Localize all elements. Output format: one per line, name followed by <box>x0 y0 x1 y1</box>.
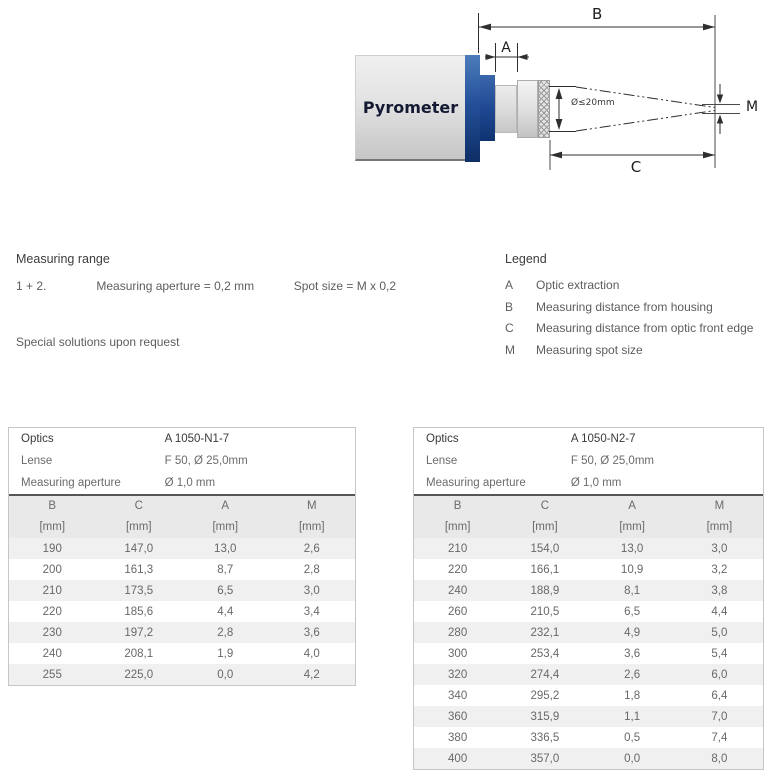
aperture-text: Measuring aperture = 0,2 mm <box>96 279 255 293</box>
cell-c: 147,0 <box>124 542 154 555</box>
col-m: M <box>676 495 763 516</box>
measuring-range-title: Measuring range <box>16 252 110 266</box>
legend-text: Measuring distance from optic front edge <box>536 321 754 335</box>
cell-a: 0,0 <box>624 752 641 765</box>
unit-a: [mm] <box>589 516 676 538</box>
cell-a: 8,1 <box>624 584 641 597</box>
cell-a: 6,5 <box>624 605 641 618</box>
legend-item <box>505 275 775 297</box>
lense-info-row <box>9 450 355 472</box>
measuring-range-row <box>16 279 486 293</box>
info-value: A 1050-N2-7 <box>570 433 636 445</box>
cell-c: 208,1 <box>124 647 154 660</box>
table-row <box>414 559 763 580</box>
dimension-lines <box>330 0 779 200</box>
legend-key: A <box>505 278 514 292</box>
cell-m: 2,6 <box>303 542 320 555</box>
info-value: Ø 1,0 mm <box>164 477 216 489</box>
cell-m: 4,4 <box>711 605 728 618</box>
info-label: Measuring aperture <box>426 477 526 489</box>
unit-m: [mm] <box>676 516 763 538</box>
cell-m: 3,2 <box>711 563 728 576</box>
cell-m: 7,4 <box>711 731 728 744</box>
info-label: Measuring aperture <box>21 477 121 489</box>
lens-diameter-label: Ø≤20mm <box>571 98 615 108</box>
cell-m: 3,8 <box>711 584 728 597</box>
aperture-info-row <box>414 472 763 494</box>
unit-c: [mm] <box>501 516 588 538</box>
cell-c: 161,3 <box>124 563 154 576</box>
col-b: B <box>414 495 501 516</box>
table-row <box>414 643 763 664</box>
col-c: C <box>501 495 588 516</box>
dim-c-label: C <box>630 158 642 176</box>
table-row <box>414 622 763 643</box>
info-label: Optics <box>21 433 54 445</box>
legend-title: Legend <box>505 252 547 266</box>
cell-c: 336,5 <box>530 731 560 744</box>
cell-c: 197,2 <box>124 626 154 639</box>
pyrometer-optics-diagram <box>330 0 779 200</box>
cell-b: 200 <box>42 563 62 576</box>
dim-b-label: B <box>592 5 603 23</box>
legend-text: Optic extraction <box>536 278 620 292</box>
unit-b: [mm] <box>414 516 501 538</box>
cell-c: 166,1 <box>530 563 560 576</box>
cell-m: 6,0 <box>711 668 728 681</box>
legend-key: M <box>505 342 515 357</box>
cell-b: 380 <box>448 731 468 744</box>
cell-c: 210,5 <box>530 605 560 618</box>
cell-b: 210 <box>42 584 62 597</box>
cell-m: 4,2 <box>303 668 320 681</box>
unit-b: [mm] <box>9 516 96 538</box>
legend-list <box>505 275 775 361</box>
optics-info-row <box>9 428 355 450</box>
cell-b: 230 <box>42 626 62 639</box>
optics-data-grid <box>9 494 355 685</box>
cell-a: 2,8 <box>217 626 234 639</box>
unit-m: [mm] <box>269 516 356 538</box>
cell-a: 2,6 <box>624 668 641 681</box>
cell-a: 0,0 <box>217 668 234 681</box>
info-value: A 1050-N1-7 <box>164 433 230 445</box>
table-row <box>414 580 763 601</box>
cell-m: 7,0 <box>711 710 728 723</box>
units-header-row <box>9 516 355 538</box>
cell-c: 295,2 <box>530 689 560 702</box>
legend-text: Measuring distance from housing <box>536 299 713 314</box>
cell-a: 1,8 <box>624 689 641 702</box>
cell-b: 240 <box>42 647 62 660</box>
table-row <box>9 601 355 622</box>
cell-a: 13,0 <box>620 542 644 555</box>
table-row <box>414 664 763 685</box>
column-header-row <box>414 495 763 516</box>
lense-info-row <box>414 450 763 472</box>
table-row <box>414 685 763 706</box>
cell-c: 357,0 <box>530 752 560 765</box>
table-row <box>414 706 763 727</box>
units-header-row <box>414 516 763 538</box>
col-a: A <box>589 495 676 516</box>
cell-b: 280 <box>448 626 468 639</box>
cell-a: 6,5 <box>217 584 234 597</box>
cell-m: 5,4 <box>711 647 728 660</box>
cell-m: 2,8 <box>303 563 320 576</box>
cell-b: 400 <box>448 752 468 765</box>
cell-c: 225,0 <box>124 668 154 681</box>
legend-item <box>505 297 775 319</box>
optics-table-n2 <box>413 427 764 770</box>
pyrometer-label: Pyrometer <box>362 98 459 117</box>
col-a: A <box>182 495 269 516</box>
cell-b: 210 <box>448 542 468 555</box>
cell-m: 3,6 <box>303 626 320 639</box>
table-row <box>9 622 355 643</box>
cell-b: 340 <box>448 689 468 702</box>
legend-item <box>505 318 775 340</box>
cell-c: 185,6 <box>124 605 154 618</box>
cell-m: 3,0 <box>711 542 728 555</box>
table-row <box>9 559 355 580</box>
table-row <box>9 664 355 685</box>
cell-b: 190 <box>42 542 62 555</box>
cell-a: 0,5 <box>624 731 641 744</box>
cell-a: 4,9 <box>624 626 641 639</box>
cell-b: 300 <box>448 647 468 660</box>
cell-a: 1,9 <box>217 647 234 660</box>
cell-b: 360 <box>448 710 468 723</box>
legend-section <box>505 252 775 361</box>
cell-a: 10,9 <box>620 563 644 576</box>
cell-c: 253,4 <box>530 647 560 660</box>
table-row <box>414 538 763 559</box>
measuring-range-section <box>16 252 486 349</box>
cell-c: 274,4 <box>530 668 560 681</box>
cell-b: 260 <box>448 605 468 618</box>
cell-m: 5,0 <box>711 626 728 639</box>
cell-c: 188,9 <box>530 584 560 597</box>
col-c: C <box>96 495 183 516</box>
aperture-info-row <box>9 472 355 494</box>
cell-c: 232,1 <box>530 626 560 639</box>
col-b: B <box>9 495 96 516</box>
cell-c: 315,9 <box>530 710 560 723</box>
range-number: 1 + 2. <box>16 279 47 293</box>
column-header-row <box>9 495 355 516</box>
cell-b: 320 <box>448 668 468 681</box>
cell-b: 220 <box>42 605 62 618</box>
table-row <box>414 748 763 769</box>
unit-c: [mm] <box>96 516 183 538</box>
info-value: Ø 1,0 mm <box>570 477 622 489</box>
cell-a: 4,4 <box>217 605 234 618</box>
optics-table-n1 <box>8 427 356 686</box>
table-row <box>9 643 355 664</box>
cell-c: 173,5 <box>124 584 154 597</box>
legend-text: Measuring spot size <box>536 342 643 357</box>
cell-m: 3,4 <box>303 605 320 618</box>
cell-b: 255 <box>42 668 62 681</box>
cell-b: 220 <box>448 563 468 576</box>
cell-m: 4,0 <box>303 647 320 660</box>
cell-b: 240 <box>448 584 468 597</box>
legend-key: B <box>505 299 514 314</box>
special-solutions-note: Special solutions upon request <box>16 335 180 349</box>
spot-size-text: Spot size = M x 0,2 <box>293 279 397 293</box>
dim-m-label: M <box>746 99 759 115</box>
table-row <box>414 601 763 622</box>
col-m: M <box>269 495 356 516</box>
table-row <box>9 538 355 559</box>
dim-a-label: A <box>501 40 511 56</box>
info-value: F 50, Ø 25,0mm <box>164 455 248 467</box>
table-row <box>414 727 763 748</box>
info-value: F 50, Ø 25,0mm <box>570 455 654 467</box>
cell-m: 6,4 <box>711 689 728 702</box>
cell-a: 13,0 <box>214 542 237 555</box>
info-label: Lense <box>21 455 53 467</box>
optics-info-row <box>414 428 763 450</box>
legend-key: C <box>505 321 514 335</box>
cell-a: 3,6 <box>624 647 641 660</box>
info-label: Lense <box>426 455 458 467</box>
legend-item <box>505 340 775 362</box>
info-label: Optics <box>426 433 459 445</box>
cell-m: 8,0 <box>711 752 728 765</box>
cell-c: 154,0 <box>530 542 560 555</box>
cell-a: 1,1 <box>624 710 641 723</box>
cell-m: 3,0 <box>303 584 320 597</box>
table-row <box>9 580 355 601</box>
optics-data-grid <box>414 494 763 769</box>
cell-a: 8,7 <box>217 563 234 576</box>
unit-a: [mm] <box>182 516 269 538</box>
